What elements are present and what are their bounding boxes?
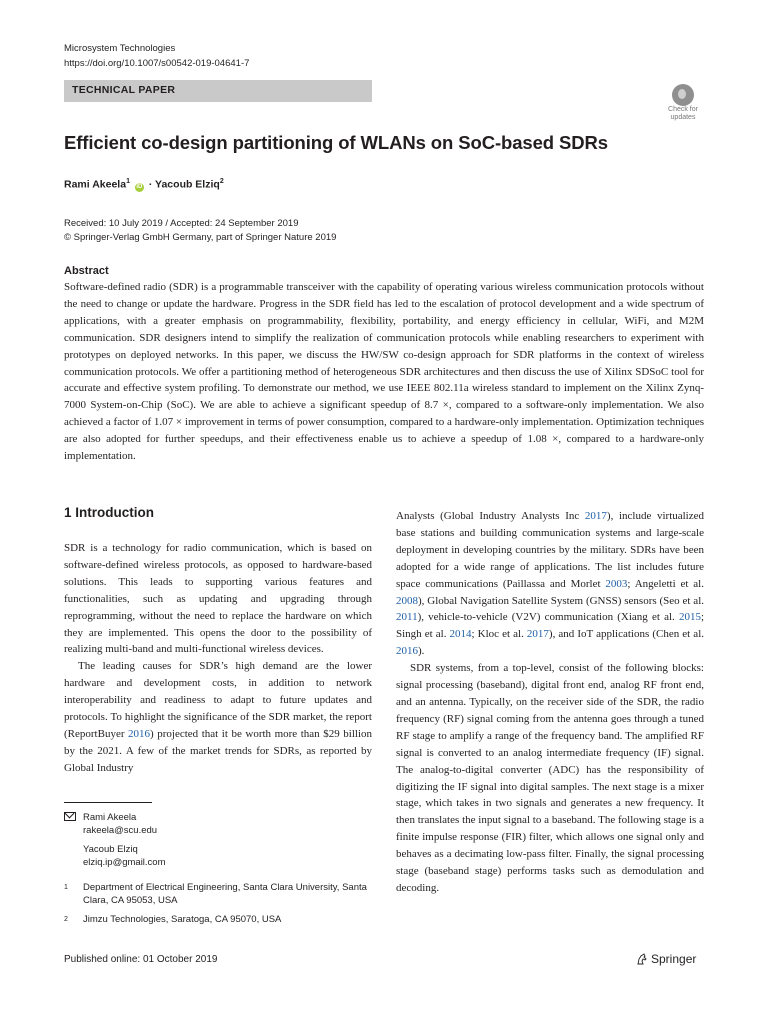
affiliation-number: 1 <box>64 884 68 891</box>
section-heading: 1 Introduction <box>64 505 154 520</box>
abstract-heading: Abstract <box>64 265 109 277</box>
citation-link[interactable]: 2015 <box>678 611 701 624</box>
author-list <box>64 178 224 192</box>
citation-link[interactable]: 2011 <box>396 611 418 624</box>
author-affiliation-mark: 1 <box>126 178 130 185</box>
affiliation <box>64 881 374 909</box>
corresponding-author-name: Rami Akeela <box>83 812 137 823</box>
citation-link[interactable]: 2016 <box>396 645 418 658</box>
text-segment: ). <box>418 645 425 658</box>
coauthor-name: Yacoub Elziq <box>83 844 138 855</box>
publisher-logo <box>636 952 696 966</box>
article-dates <box>64 217 336 244</box>
affiliation-text: Department of Electrical Engineering, Santa Clara University, Santa Clara, CA 95053, USA <box>83 882 367 906</box>
author-name[interactable]: Yacoub Elziq <box>155 178 220 191</box>
journal-name: Microsystem Technologies <box>64 43 176 54</box>
text-segment: ; Angeletti et al. <box>627 577 704 590</box>
footnote-divider <box>64 802 152 803</box>
publisher-name: Springer <box>651 952 697 966</box>
coauthor-email[interactable]: elziq.ip@gmail.com <box>83 857 166 868</box>
citation-link[interactable]: 2016 <box>128 727 151 740</box>
paragraph: The leading causes for SDR’s high demand are the lower hardware and development costs, in addition to network interoperability and readiness to adapt to future updates and protocols. To highlight the significance of the SDR market, the report (ReportBuyer 2016) projected that it be worth more than $29 billion by the 2021. A few of the market trends for SDRs, as reported by Global Industry <box>64 660 372 774</box>
text-segment: ), Global Navigation Satellite System (GNSS) sensors (Seo et al. <box>418 594 704 607</box>
text-segment: Analysts (Global Industry Analysts Inc <box>396 510 585 522</box>
article-type-label: TECHNICAL PAPER <box>72 84 176 96</box>
citation-link[interactable]: 2017 <box>584 510 607 522</box>
affiliation-text: Jimzu Technologies, Saratoga, CA 95070, USA <box>83 914 282 925</box>
author-affiliation-mark: 2 <box>219 178 224 185</box>
author-name[interactable]: Rami Akeela <box>64 178 127 191</box>
text-segment: ; Kloc et al. <box>471 628 527 641</box>
paragraph: SDR is a technology for radio communication, which is based on software-defined wireless protocols, as opposed to hardware-based solutions. This leads to supporting various features and functionalities, such as updating and upgrading through reprogramming, without the need to replace the hardware on which they are implemented. This opens the door to the possibility of realizing multi-band and multi-functional wireless devices. <box>64 542 372 656</box>
article-type-banner <box>64 80 372 102</box>
copyright-line: © Springer-Verlag GmbH Germany, part of Springer Nature 2019 <box>64 231 337 243</box>
check-updates-icon <box>672 84 694 106</box>
check-for-updates-badge[interactable] <box>662 84 704 126</box>
envelope-icon <box>64 812 76 821</box>
paragraph: SDR systems, from a top-level, consist of the following blocks: signal processing (baseband), digital front end, analog RF front end, and an antenna. Typically, on the receiver side of the SDR, the radio frequency (RF) signal coming from the antenna goes through a tuned RF stage to amplify a range of the frequency band. The amplified RF signal is converted to an analog intermediate frequency (IF) signal. The analog-to-digital converter (ADC) has the responsibility of digitizing the IF signal into digital samples. The next stage is a mixer stage, which takes in two signals and generates a new frequency. It then translates the input signal to a baseband. The following stage is a finite impulse response (FIR) filter, which allows one signal only and behaves as a decimating low-pass filter. Finally, the signal processing stage (baseband stage) performs tasks such as demodulation and decoding. <box>396 662 704 894</box>
published-online-date: Published online: 01 October 2019 <box>64 954 218 965</box>
doi-link[interactable]: https://doi.org/10.1007/s00542-019-04641-7 <box>64 58 250 69</box>
orcid-icon[interactable]: iD <box>136 183 143 190</box>
text-segment: ), and IoT applications (Chen et al. <box>548 628 704 641</box>
affiliation-number: 2 <box>64 916 68 923</box>
paper-title: Efficient co-design partitioning of WLANs on SoC-based SDRs <box>64 132 608 153</box>
left-column <box>64 540 372 777</box>
text-segment: ), include virtualized base stations and building communication systems and large-scale deployment in developing countries by the military. SDRs have been adopted for a wide range of applications. The list includes future space communications (Paillassa and Morlet <box>396 510 705 590</box>
author-separator: · <box>148 178 153 191</box>
paragraph <box>396 508 704 660</box>
text-segment: ), vehicle-to-vehicle (V2V) communication (Xiang et al. <box>417 611 679 624</box>
text-segment: ; Singh et al. <box>396 611 704 641</box>
journal-header <box>64 41 249 71</box>
received-accepted-dates: Received: 10 July 2019 / Accepted: 24 September 2019 <box>64 218 299 229</box>
abstract-text: Software-defined radio (SDR) is a programmable transceiver with the capability of operating various wireless communication protocols without the need to change or update the hardware. Progress in the SDR field has led to the escalation of protocol development and a wide spectrum of applications, with a greater emphasis on programmability, flexibility, portability, and energy efficiency in cellular, WiFi, and M2M communication. SDR designers intend to simplify the realization of communication protocols while enabling researchers to experiment with prototypes on deployed networks. In this paper, we discuss the HW/SW co-design approach for SDR platforms in the context of wireless communication protocols. We offer a partitioning method of heterogeneous SDR architectures and then discuss the use of Xilinx SDSoC tool for accurate and effective system profiling. To demonstrate our method, we use IEEE 802.11a wireless standard to implement on the Xilinx Zynq-7000 System-on-Chip (SoC). We are able to achieve a significant speedup of 8.7 ×, compared to a software-only implementation. We also achieved a factor of 1.07 × improvement in terms of power consumption, compared to a hardware-only implementation. Optimization techniques are also adopted for further speedups, and their effectiveness enable us to achieve a speedup of 1.08 ×, compared to a hardware-only implementation. <box>64 281 704 463</box>
check-updates-label: Check for updates <box>668 106 698 121</box>
corresponding-author-email[interactable]: rakeela@scu.edu <box>83 825 158 836</box>
springer-horse-icon <box>636 953 648 965</box>
citation-link[interactable]: 2008 <box>396 594 418 607</box>
affiliation <box>64 913 374 929</box>
citation-link[interactable]: 2003 <box>605 577 628 590</box>
citation-link[interactable]: 2017 <box>526 628 549 641</box>
right-column <box>396 508 704 897</box>
citation-link[interactable]: 2014 <box>449 628 472 641</box>
